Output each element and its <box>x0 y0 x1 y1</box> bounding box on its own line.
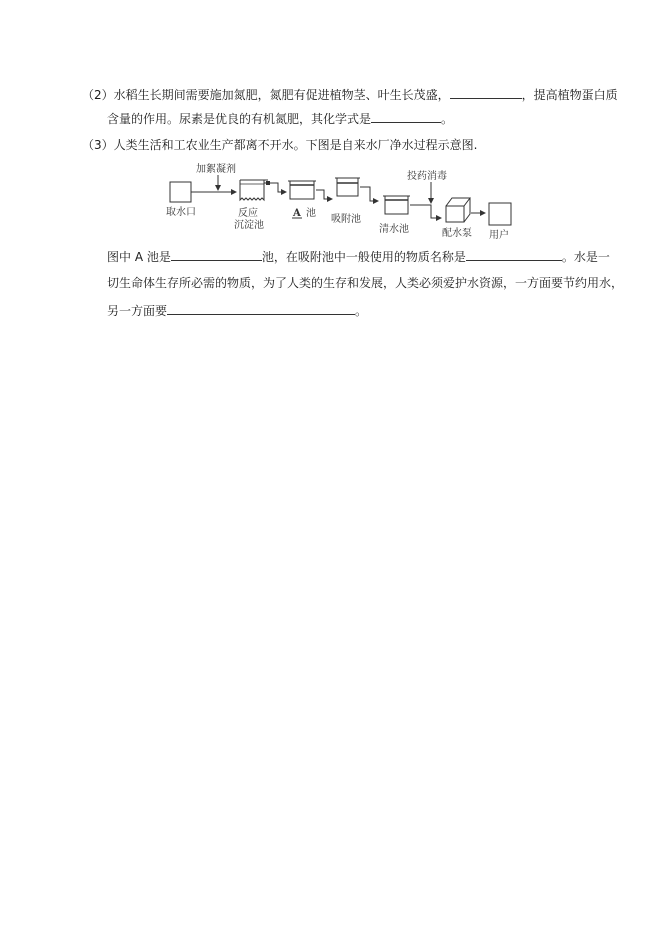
clear-water-pool-icon <box>383 196 410 214</box>
q3-text-6: 。 <box>355 304 368 318</box>
stage-pump-label: 配水泵 <box>442 228 472 239</box>
q3-intro-text: 人类生活和工农业生产都离不开水。下图是自来水厂净水过程示意图. <box>113 138 478 152</box>
adsorption-pool-icon <box>335 178 360 196</box>
q3-text-3: 。水是一 <box>561 250 610 264</box>
stage-a-letter: A <box>293 208 301 219</box>
q3-number: （3） <box>82 138 114 152</box>
pump-icon <box>446 198 470 222</box>
user-box <box>489 203 511 225</box>
stage-reaction-label-1: 反应 <box>238 208 258 219</box>
reaction-tank-icon <box>240 180 270 200</box>
q3-blank-1[interactable] <box>171 248 262 261</box>
arrow-4 <box>360 187 378 201</box>
intake-box <box>170 182 191 202</box>
q3-line-2 <box>107 275 623 291</box>
arrow-3 <box>316 190 332 199</box>
arrow-5 <box>410 205 441 218</box>
label-flocculant: 加絮凝剂 <box>196 164 236 175</box>
stage-intake-label: 取水口 <box>166 207 196 218</box>
q3-text-4: 切生命体生存所必需的物质，为了人类的生存和发展，人类必须爱护水资源，一方面要节约用水， <box>107 276 624 290</box>
label-disinfect: 投药消毒 <box>407 171 447 182</box>
arrow-2 <box>270 183 286 192</box>
stage-adsorption-label: 吸附池 <box>331 214 361 225</box>
q3-blank-2[interactable] <box>466 248 562 261</box>
q2-text-3: 含量的作用。尿素是优良的有机氮肥，其化学式是 <box>107 112 372 126</box>
stage-clear-label: 清水池 <box>379 224 409 235</box>
q3-line-3 <box>107 302 367 319</box>
q2-text-1: 水稻生长期间需要施加氮肥，氮肥有促进植物茎、叶生长茂盛， <box>113 88 450 102</box>
stage-a-suffix: 池 <box>306 208 316 219</box>
stage-user-label: 用户 <box>489 230 509 241</box>
q3-text-1: 图中 A 池是 <box>107 250 171 264</box>
q2-text-2: ，提高植物蛋白质 <box>521 88 618 102</box>
stage-reaction-label-2: 沉淀池 <box>234 220 264 231</box>
q3-line-1 <box>107 248 610 265</box>
pool-a-icon <box>288 181 316 199</box>
q3-text-2: 池，在吸附池中一般使用的物质名称是 <box>261 250 466 264</box>
q3-blank-3[interactable] <box>167 302 355 315</box>
q2-number: （2） <box>82 88 114 102</box>
q3-text-5: 另一方面要 <box>107 304 168 318</box>
q2-text-4: 。 <box>441 112 454 126</box>
